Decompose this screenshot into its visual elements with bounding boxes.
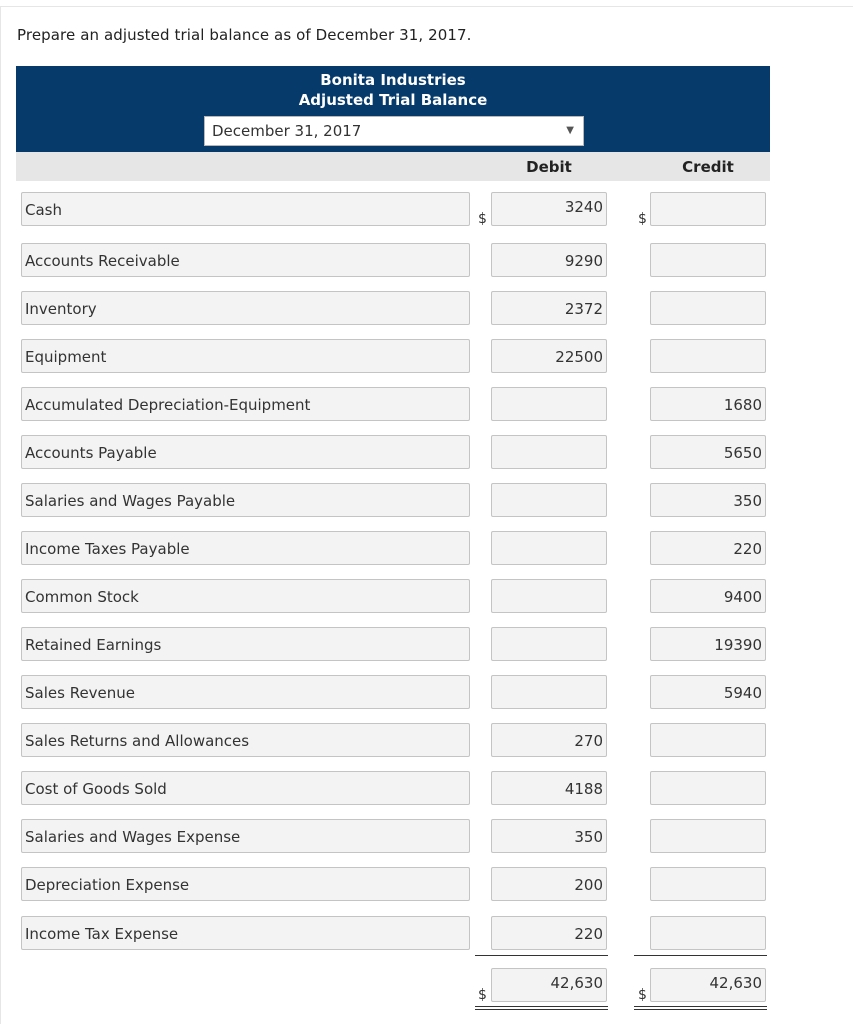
debit-amount-field[interactable] (491, 531, 607, 565)
account-name-field[interactable]: Cost of Goods Sold (21, 771, 470, 805)
debit-amount-field[interactable]: 4188 (491, 771, 607, 805)
account-name-field[interactable]: Salaries and Wages Expense (21, 819, 470, 853)
credit-amount-field[interactable]: 220 (650, 531, 766, 565)
account-name-field[interactable]: Depreciation Expense (21, 867, 470, 901)
account-name-field[interactable]: Salaries and Wages Payable (21, 483, 470, 517)
credit-amount-field[interactable]: 350 (650, 483, 766, 517)
debit-amount-field[interactable]: 22500 (491, 339, 607, 373)
credit-amount-field[interactable] (650, 819, 766, 853)
account-name-field[interactable]: Accounts Payable (21, 435, 470, 469)
credit-total-field[interactable]: 42,630 (650, 968, 766, 1002)
dollar-sign: $ (478, 211, 487, 227)
table-row (0, 531, 853, 567)
debit-total-field[interactable]: 42,630 (491, 968, 607, 1002)
table-row (0, 387, 853, 423)
instruction-text: Prepare an adjusted trial balance as of December 31, 2017. (17, 26, 472, 44)
account-name-field[interactable]: Accounts Receivable (21, 243, 470, 277)
credit-amount-field[interactable] (650, 771, 766, 805)
statement-header (16, 66, 770, 152)
total-rule-credit (634, 955, 767, 956)
debit-amount-field[interactable]: 9290 (491, 243, 607, 277)
table-row (0, 771, 853, 807)
dollar-sign: $ (478, 987, 487, 1003)
credit-amount-field[interactable]: 5940 (650, 675, 766, 709)
debit-amount-field[interactable]: 2372 (491, 291, 607, 325)
table-row (0, 483, 853, 519)
credit-column-header: Credit (682, 158, 734, 176)
debit-amount-field[interactable]: 3240 (491, 192, 607, 226)
table-row (0, 291, 853, 327)
credit-amount-field[interactable]: 19390 (650, 627, 766, 661)
double-underline-debit (475, 1006, 608, 1010)
dollar-sign: $ (638, 987, 647, 1003)
debit-amount-field[interactable] (491, 675, 607, 709)
table-row (0, 579, 853, 615)
credit-amount-field[interactable]: 9400 (650, 579, 766, 613)
account-name-field[interactable]: Accumulated Depreciation-Equipment (21, 387, 470, 421)
table-row (0, 339, 853, 375)
table-row (0, 192, 853, 228)
account-name-field[interactable]: Sales Revenue (21, 675, 470, 709)
credit-amount-field[interactable]: 1680 (650, 387, 766, 421)
account-name-field[interactable]: Inventory (21, 291, 470, 325)
credit-amount-field[interactable] (650, 243, 766, 277)
debit-amount-field[interactable] (491, 387, 607, 421)
credit-amount-field[interactable] (650, 867, 766, 901)
table-row (0, 819, 853, 855)
company-name: Bonita Industries (320, 71, 466, 89)
caret-down-icon: ▼ (566, 125, 574, 136)
table-row (0, 867, 853, 903)
account-name-field[interactable]: Equipment (21, 339, 470, 373)
debit-amount-field[interactable] (491, 435, 607, 469)
credit-amount-field[interactable] (650, 723, 766, 757)
debit-amount-field[interactable]: 270 (491, 723, 607, 757)
account-name-field[interactable]: Cash (21, 192, 470, 226)
credit-amount-field[interactable] (650, 291, 766, 325)
double-underline-credit (634, 1006, 767, 1010)
date-dropdown[interactable] (204, 116, 584, 146)
debit-amount-field[interactable] (491, 579, 607, 613)
credit-amount-field[interactable]: 5650 (650, 435, 766, 469)
debit-amount-field[interactable]: 220 (491, 916, 607, 950)
statement-title: Adjusted Trial Balance (298, 91, 488, 109)
debit-column-header: Debit (526, 158, 572, 176)
table-row (0, 675, 853, 711)
dollar-sign: $ (638, 211, 647, 227)
account-name-field[interactable]: Income Tax Expense (21, 916, 470, 950)
account-name-field[interactable]: Common Stock (21, 579, 470, 613)
date-dropdown-value: December 31, 2017 (212, 122, 362, 140)
debit-amount-field[interactable] (491, 627, 607, 661)
credit-amount-field[interactable] (650, 192, 766, 226)
table-row (0, 723, 853, 759)
table-row (0, 627, 853, 663)
debit-amount-field[interactable] (491, 483, 607, 517)
account-name-field[interactable]: Income Taxes Payable (21, 531, 470, 565)
table-row (0, 916, 853, 952)
credit-amount-field[interactable] (650, 916, 766, 950)
account-name-field[interactable]: Retained Earnings (21, 627, 470, 661)
debit-amount-field[interactable]: 200 (491, 867, 607, 901)
table-row (0, 243, 853, 279)
credit-amount-field[interactable] (650, 339, 766, 373)
column-header-row (16, 152, 770, 181)
debit-amount-field[interactable]: 350 (491, 819, 607, 853)
table-row (0, 435, 853, 471)
account-name-field[interactable]: Sales Returns and Allowances (21, 723, 470, 757)
totals-row (0, 968, 853, 1004)
total-rule-debit (475, 955, 608, 956)
